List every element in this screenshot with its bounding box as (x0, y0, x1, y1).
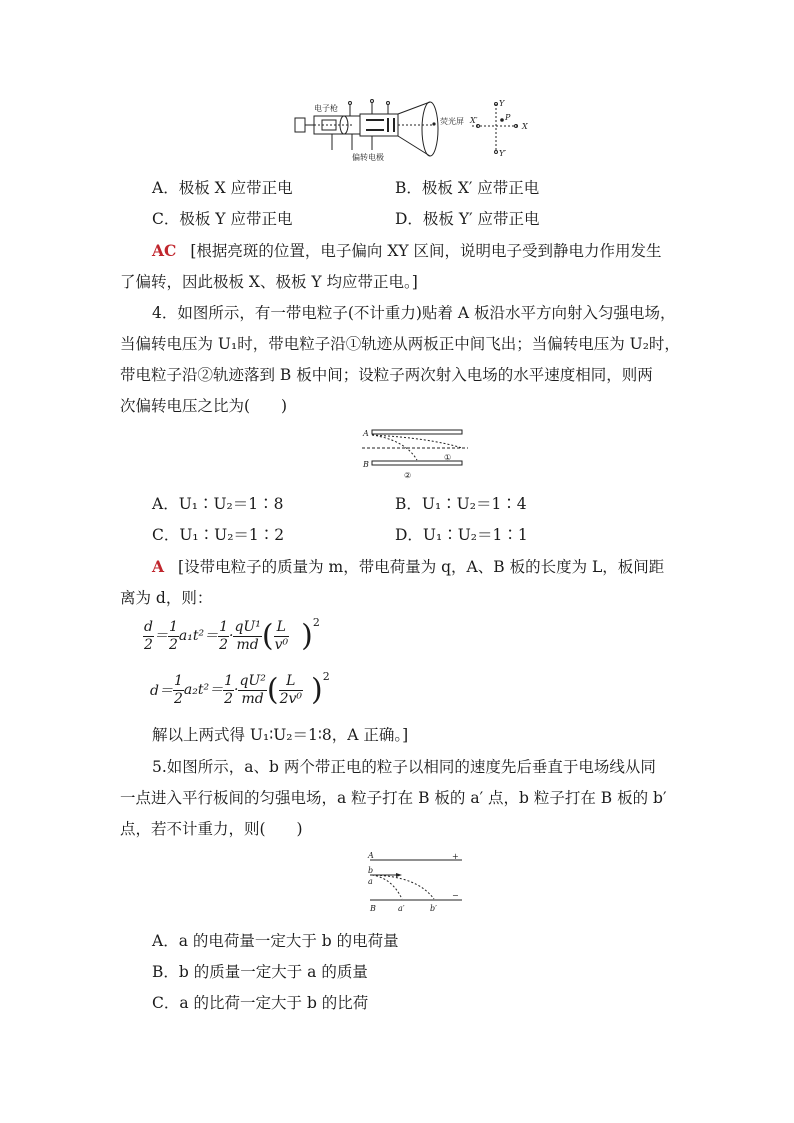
q4-option-b: B．U₁∶U₂＝1∶4 (395, 495, 527, 513)
q4-answer: A (152, 557, 165, 576)
trajectory-2-label: ② (404, 471, 412, 480)
q4-option-c: C．U₁∶U₂＝1∶2 (152, 526, 285, 544)
q3-explanation-line1 (152, 239, 662, 261)
trajectory-1-label: ① (444, 453, 452, 462)
q4-explanation-line1 (152, 555, 664, 577)
q4-solve-line: 解以上两式得 U₁∶U₂＝1∶8，A 正确。] (152, 726, 409, 744)
fig5-plate-a-label: A (368, 851, 374, 860)
q4-option-a: A．U₁∶U₂＝1∶8 (152, 495, 284, 513)
q5-option-c: C．a 的比荷一定大于 b 的比荷 (152, 994, 369, 1012)
fig5-plate-b-label: B (370, 904, 376, 913)
fig5-minus-sign: − (452, 891, 459, 900)
fig1-x-label: X (522, 122, 528, 131)
fig1-xp-label: X′ (470, 116, 478, 125)
q4-explanation-line2: 离为 d，则： (120, 589, 213, 607)
q5-option-b: B．b 的质量一定大于 a 的质量 (152, 963, 368, 981)
q3-option-d: D．极板 Y′ 应带正电 (395, 210, 540, 228)
q3-option-b: B．极板 X′ 应带正电 (395, 179, 540, 197)
q4-stem-line3: 带电粒子沿②轨迹落到 B 板中间；设粒子两次射入电场的水平速度相同，则两 (120, 366, 653, 384)
q5-option-a: A．a 的电荷量一定大于 b 的电荷量 (152, 932, 399, 950)
fig1-y-label: Y (499, 99, 505, 108)
plate-b-label: B (363, 460, 369, 469)
fig5-b-prime-label: b′ (430, 904, 437, 913)
fig1-yp-label: Y′ (499, 149, 507, 158)
q3-option-c: C．极板 Y 应带正电 (152, 210, 293, 228)
q4-stem-line1: 4．如图所示，有一带电粒子(不计重力)贴着 A 板沿水平方向射入匀强电场， (152, 304, 676, 322)
fig5-b-particle-label: b (368, 866, 374, 875)
plate-a-label: A (363, 429, 369, 438)
q4-stem-line2: 当偏转电压为 U₁时，带电粒子沿①轨迹从两板正中间飞出；当偏转电压为 U₂时， (120, 335, 680, 353)
equation-1: $\frac{d}{2}$ ＝ $\frac{1}{2}$ a₁t²＝ $\frac{1}{2}$ · $\frac{\text{qU¹}}{md}$ ( $\frac{L}{\text{v⁰}}$ )$^2$ (144, 616, 320, 654)
fig5-plus-sign: + (452, 852, 459, 861)
q4-option-d: D．U₁∶U₂＝1∶1 (395, 526, 528, 544)
q5-stem-line2: 一点进入平行板间的匀强电场，a 粒子打在 B 板的 a′ 点，b 粒子打在 B 板的 b′ (120, 789, 667, 807)
q5-stem-line3: 点，若不计重力，则( ) (120, 820, 303, 838)
q4-explain-text1: [设带电粒子的质量为 m，带电荷量为 q，A、B 板的长度为 L，板间距 (178, 558, 665, 576)
q3-explanation-line2: 了偏转，因此极板 X、极板 Y 均应带正电。] (120, 273, 418, 291)
oscilloscope-figure (292, 98, 542, 164)
particles-plates-figure (362, 848, 472, 916)
fig5-a-prime-label: a′ (398, 904, 405, 913)
equation-2: d＝ $\frac{1}{2}$ a₂t²＝ $\frac{1}{2}$ · $\frac{\text{qU²}}{md}$ ( $\frac{L}{\text{2v⁰}}$ )$^2$ (150, 670, 330, 708)
fig5-a-particle-label: a (368, 877, 373, 886)
q4-stem-line4: 次偏转电压之比为( ) (120, 397, 288, 415)
parallel-plates-figure (360, 426, 470, 482)
fig1-p-label: P (505, 113, 511, 122)
q3-explain-text1: [根据亮斑的位置，电子偏向 XY 区间，说明电子受到静电力作用发生 (190, 242, 662, 260)
q5-stem-line1: 5.如图所示，a、b 两个带正电的粒子以相同的速度先后垂直于电场线从同 (152, 758, 656, 776)
deflection-plates-label: 偏转电极 (352, 153, 384, 162)
q3-answer: AC (152, 241, 177, 260)
electron-gun-label: 电子枪 (314, 104, 338, 113)
q3-option-a: A．极板 X 应带正电 (152, 179, 293, 197)
screen-label: 荧光屏 (440, 117, 464, 126)
